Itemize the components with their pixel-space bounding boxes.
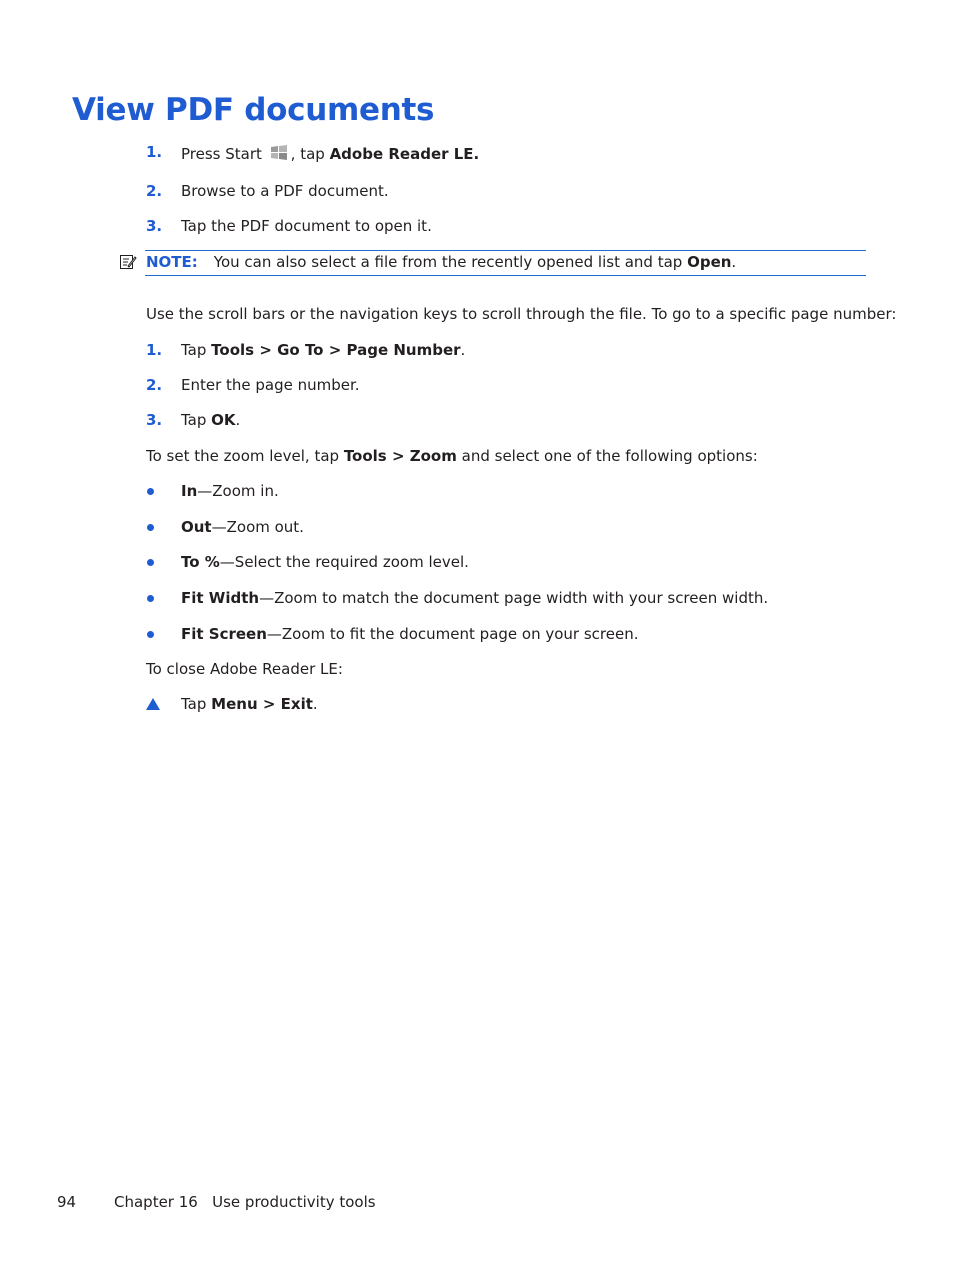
step-open-3-text: Tap the PDF document to open it. [181,217,432,235]
bullet-icon [147,559,154,566]
note-text: NOTE: You can also select a file from the recently opened list and tap Open. [146,253,737,271]
note-pencil-icon [119,253,137,271]
chapter-title: Chapter 16 Use productivity tools [114,1193,376,1211]
page-title: View PDF documents [72,92,435,128]
triangle-bullet-icon [146,698,160,710]
close-intro: To close Adobe Reader LE: [146,660,343,678]
step-number: 2. [146,182,163,200]
close-step: Tap Menu > Exit. [181,695,318,713]
step-goto-3-text: Tap OK. [181,411,241,429]
note-label: NOTE: [146,253,198,271]
step-open-1 [146,143,162,161]
step-goto-1-text: Tap Tools > Go To > Page Number. [181,341,466,359]
scroll-intro: Use the scroll bars or the navigation keys to scroll through the file. To go to a specific page number: [146,305,897,323]
zoom-option: To %—Select the required zoom level. [181,553,469,571]
step-number: 2. [146,376,163,394]
zoom-option: In—Zoom in. [181,482,279,500]
bullet-icon [147,595,154,602]
step-number: 3. [146,217,163,235]
step-open-2-text: Browse to a PDF document. [181,182,389,200]
step-number: 1. [146,143,163,161]
step-number: 1. [146,341,163,359]
bullet-icon [147,488,154,495]
step-goto-2-text: Enter the page number. [181,376,360,394]
step-number: 3. [146,411,163,429]
zoom-option: Out—Zoom out. [181,518,304,536]
bullet-icon [147,631,154,638]
bullet-icon [147,524,154,531]
zoom-option: Fit Screen—Zoom to fit the document page on your screen. [181,625,639,643]
zoom-intro: To set the zoom level, tap Tools > Zoom and select one of the following options: [146,447,758,465]
step-open-1-text: Press Start , tap Adobe Reader LE. [181,145,480,163]
windows-start-icon [268,143,290,163]
zoom-option: Fit Width—Zoom to match the document page width with your screen width. [181,589,769,607]
page-number: 94 [57,1193,77,1211]
